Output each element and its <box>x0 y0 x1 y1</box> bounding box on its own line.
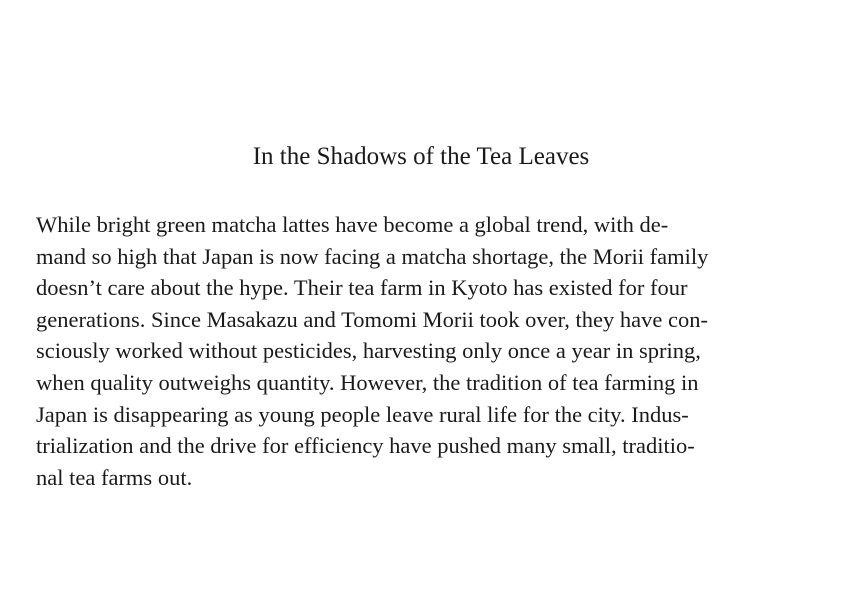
body-line: sciously worked without pesticides, harvesting only once a year in spring, <box>36 338 701 364</box>
article-body <box>36 209 816 493</box>
article-title: In the Shadows of the Tea Leaves <box>252 143 590 170</box>
body-line: mand so high that Japan is now facing a matcha shortage, the Morii family <box>36 243 709 269</box>
body-line: While bright green matcha lattes have become a global trend, with de- <box>36 212 669 237</box>
body-line: doesn’t care about the hype. Their tea farm in Kyoto has existed for four <box>36 275 688 301</box>
body-line: generations. Since Masakazu and Tomomi Morii took over, they have con- <box>36 306 708 332</box>
body-line: nal tea farms out. <box>36 464 193 490</box>
body-line: when quality outweighs quantity. However, the tradition of tea farming in <box>36 369 699 395</box>
body-line: trialization and the drive for efficiency have pushed many small, traditio- <box>36 433 695 459</box>
body-line: Japan is disappearing as young people leave rural life for the city. Indus- <box>36 401 689 427</box>
